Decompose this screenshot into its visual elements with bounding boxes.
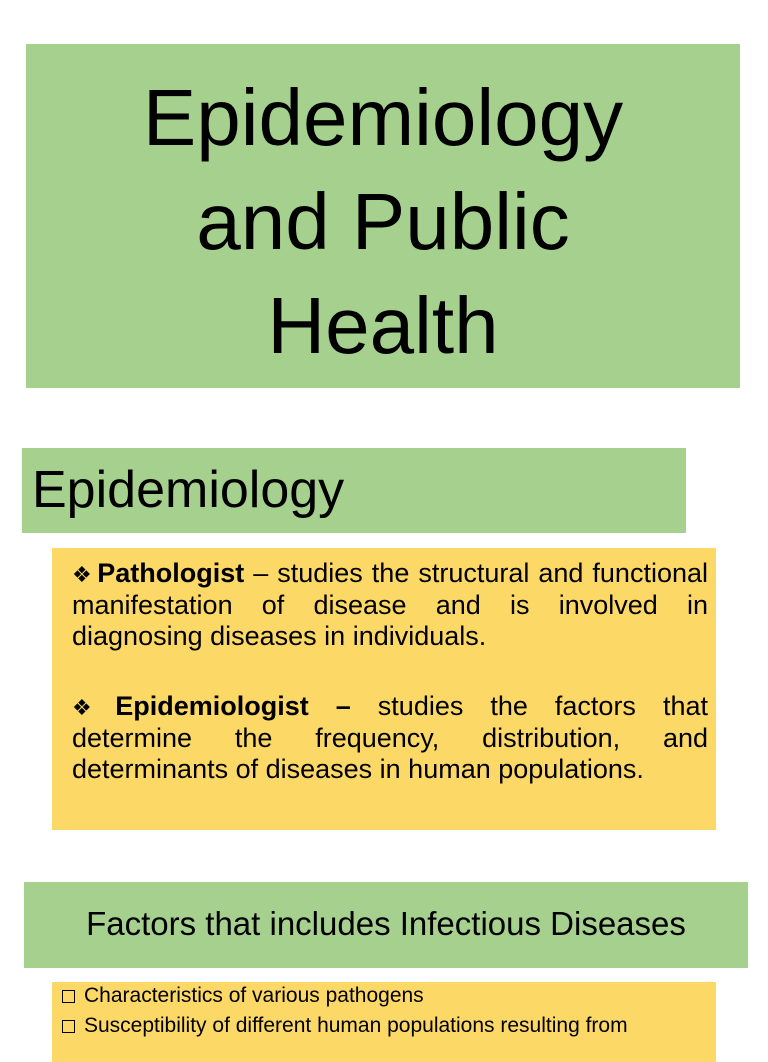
title-line-2: and Public: [196, 177, 570, 266]
definition-term: Pathologist: [97, 558, 245, 588]
checkbox-bullet-icon: [62, 990, 75, 1003]
definition-item: [72, 558, 708, 652]
diamond-bullet-icon: ❖: [72, 562, 94, 587]
section-heading: Factors that includes Infectious Diseases: [86, 905, 686, 942]
factor-text: Susceptibility of different human populations resulting from: [84, 1014, 628, 1037]
section-heading: Epidemiology: [32, 461, 345, 519]
title-line-3: Health: [267, 281, 499, 370]
page-title: [26, 66, 740, 378]
definition-text: studies the factors that determine the frequency, distribution, and determinants of diseases in human populations.: [72, 691, 708, 784]
definition-dash: –: [244, 558, 278, 588]
definition-item: [72, 691, 708, 785]
definition-term: Epidemiologist –: [115, 691, 351, 721]
checkbox-bullet-icon: [62, 1020, 75, 1033]
title-banner: [26, 44, 740, 388]
factors-panel: [52, 982, 716, 1062]
factor-list-item: [62, 1012, 707, 1040]
factor-text: Characteristics of various pathogens: [84, 984, 424, 1007]
title-line-1: Epidemiology: [142, 73, 624, 162]
section-header-factors: [24, 882, 748, 968]
definition-dash: [351, 691, 378, 721]
section-header-epidemiology: [22, 448, 686, 533]
definitions-panel: [52, 548, 716, 830]
definition-text: studies the structural and functional manifestation of disease and is involved in diagnosing diseases in individuals.: [72, 558, 708, 651]
factor-list-item: [62, 982, 707, 1010]
diamond-bullet-icon: ❖: [72, 695, 112, 720]
